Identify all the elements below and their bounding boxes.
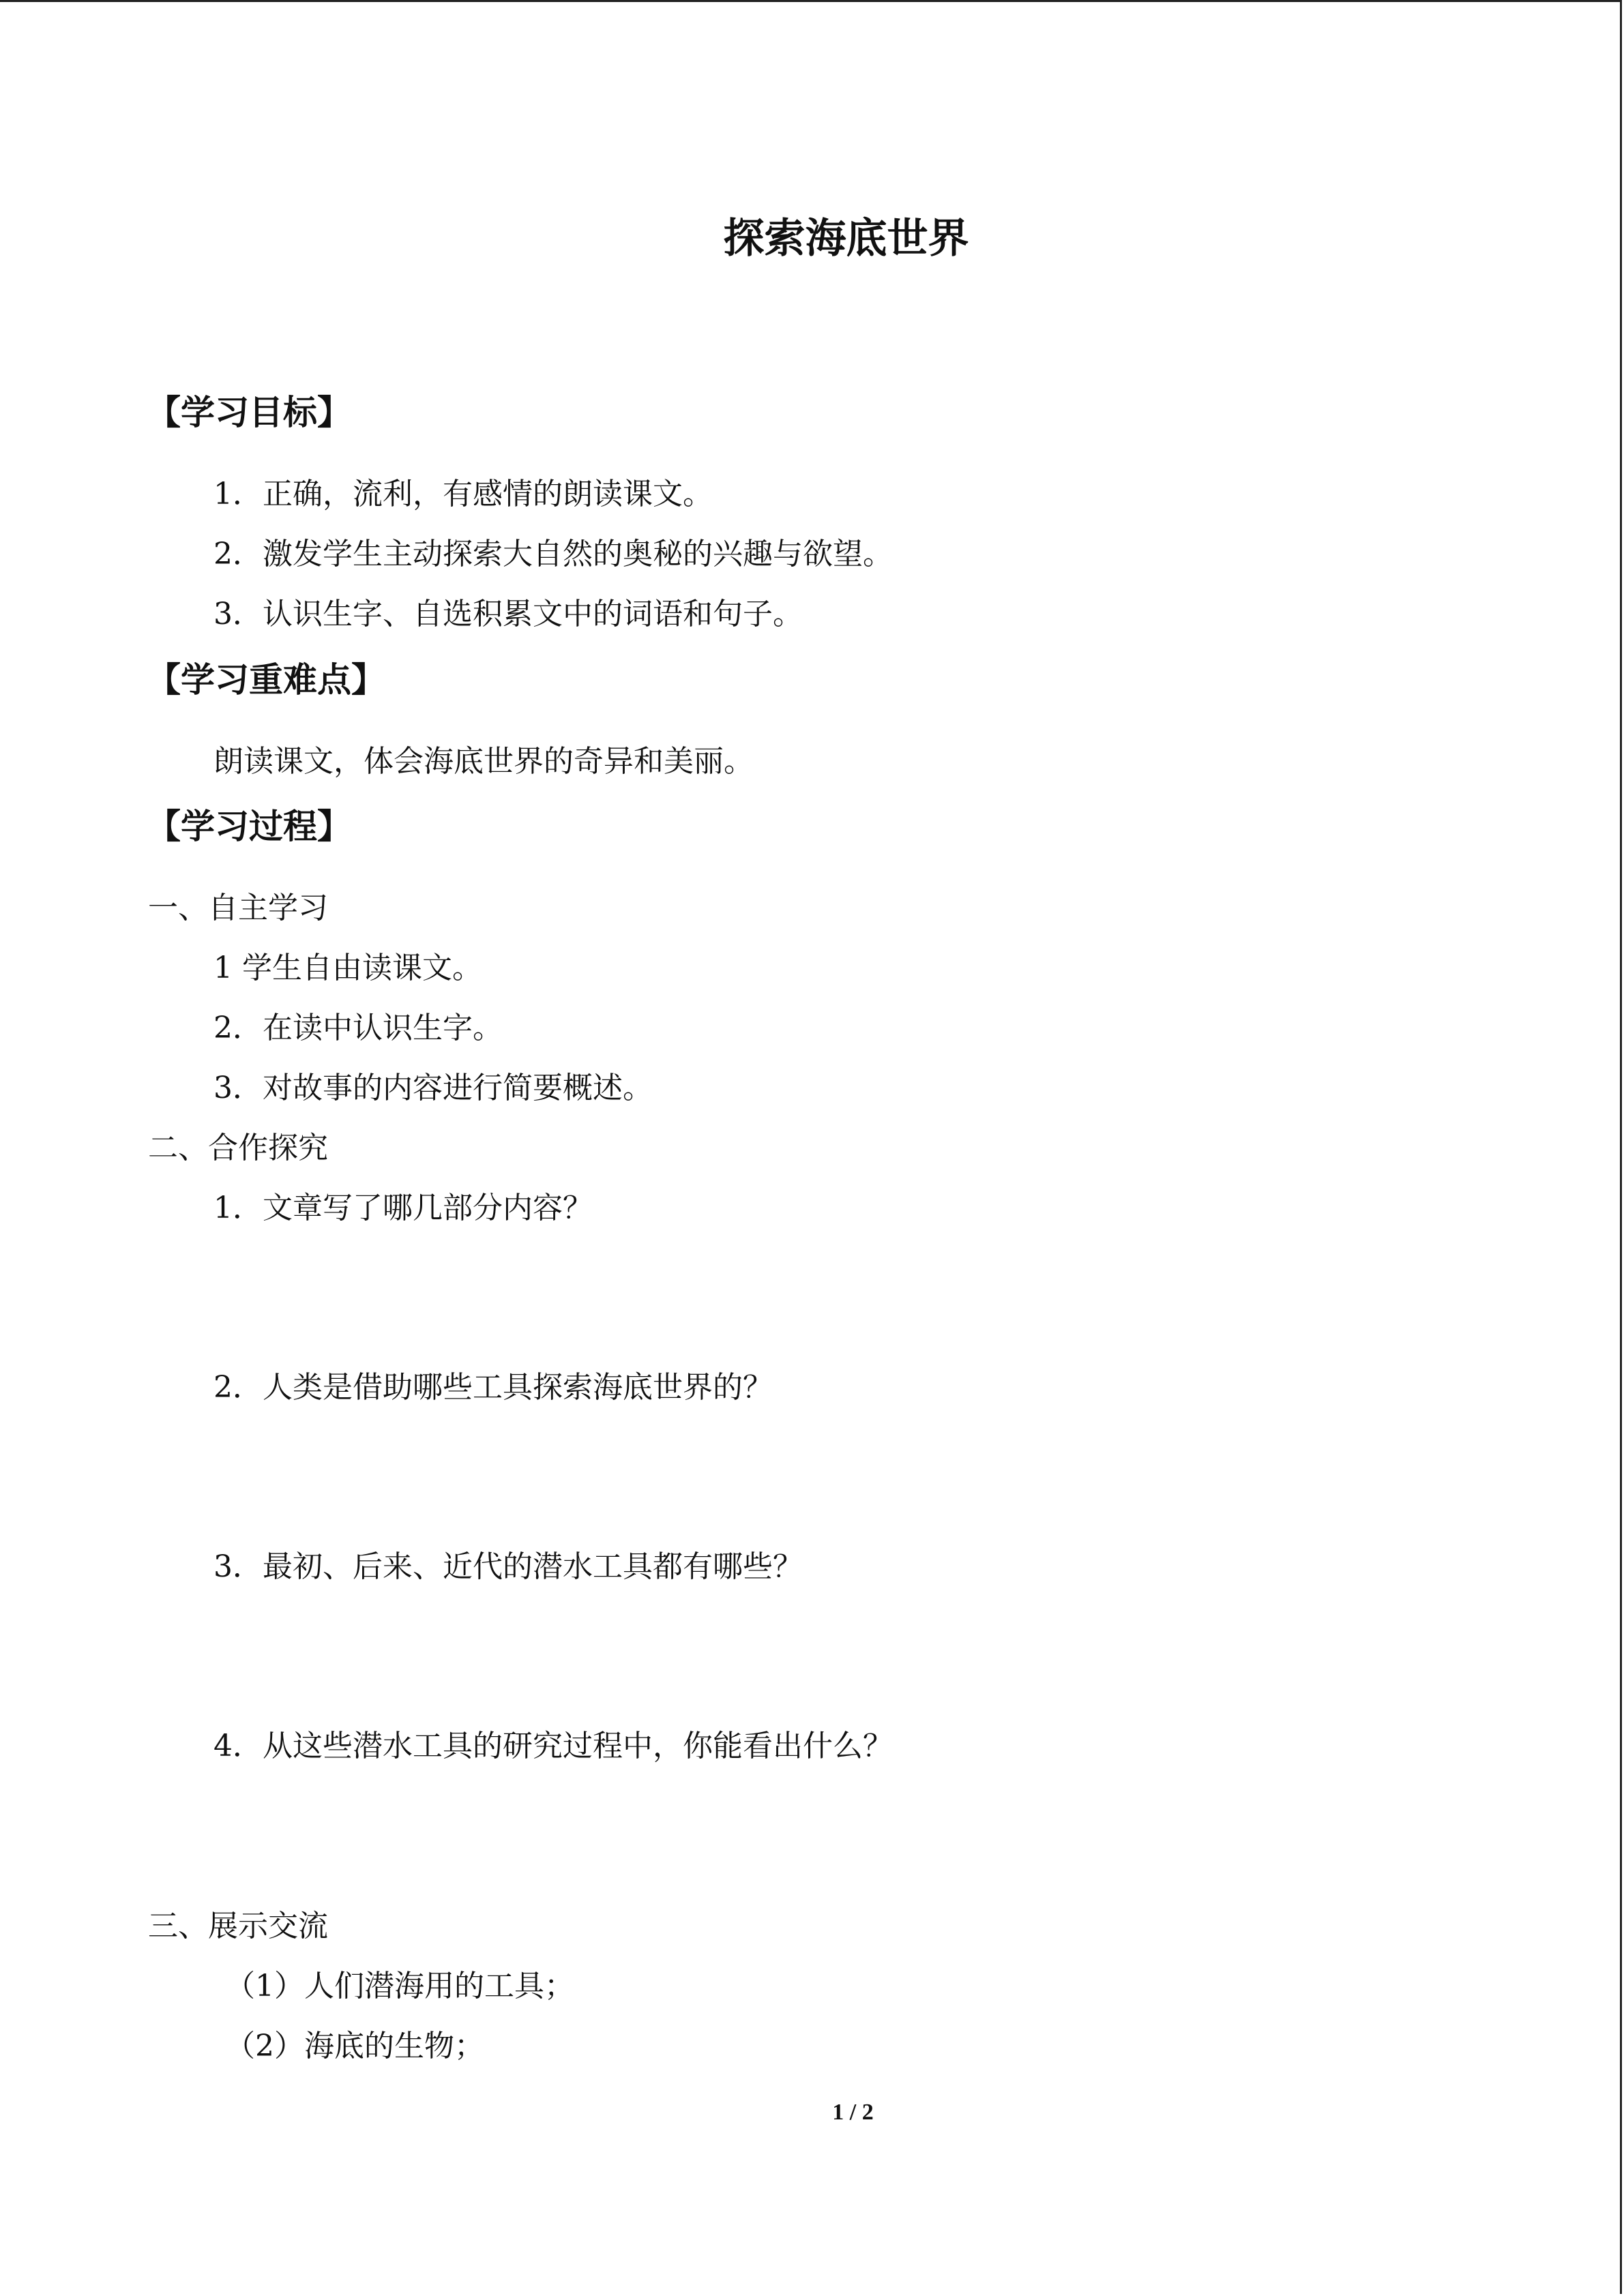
inquiry-question-4: 4．从这些潜水工具的研究过程中，你能看出什么？	[213, 1729, 893, 1763]
part-label-presentation: 三、展示交流	[148, 1909, 328, 1943]
objective-item-1: 1．正确，流利，有感情的朗读课文。	[213, 477, 713, 511]
objective-item-2: 2．激发学生主动探索大自然的奥秘的兴趣与欲望。	[213, 537, 893, 571]
objective-item-3: 3．认识生字、自选积累文中的词语和句子。	[213, 597, 803, 631]
self-study-item-1: 1 学生自由读课文。	[213, 951, 482, 985]
part-label-cooperative-inquiry: 二、合作探究	[148, 1131, 328, 1165]
inquiry-question-3: 3．最初、后来、近代的潜水工具都有哪些？	[213, 1549, 803, 1584]
presentation-item-2: （2）海底的生物；	[225, 2029, 484, 2063]
heading-learning-objectives: 【学习目标】	[147, 393, 351, 432]
presentation-item-1: （1）人们潜海用的工具；	[225, 1969, 574, 2003]
self-study-item-3: 3．对故事的内容进行简要概述。	[213, 1071, 653, 1105]
document-title: 探索海底世界	[723, 215, 969, 263]
page-number: 1 / 2	[832, 2100, 874, 2125]
heading-learning-process: 【学习过程】	[147, 807, 351, 846]
self-study-item-2: 2．在读中认识生字。	[213, 1011, 503, 1045]
key-points-text: 朗读课文，体会海底世界的奇异和美丽。	[213, 744, 754, 779]
part-label-self-study: 一、自主学习	[148, 891, 328, 925]
inquiry-question-2: 2．人类是借助哪些工具探索海底世界的？	[213, 1370, 773, 1405]
heading-key-points: 【学习重难点】	[147, 660, 385, 700]
inquiry-question-1: 1．文章写了哪几部分内容？	[213, 1191, 593, 1225]
